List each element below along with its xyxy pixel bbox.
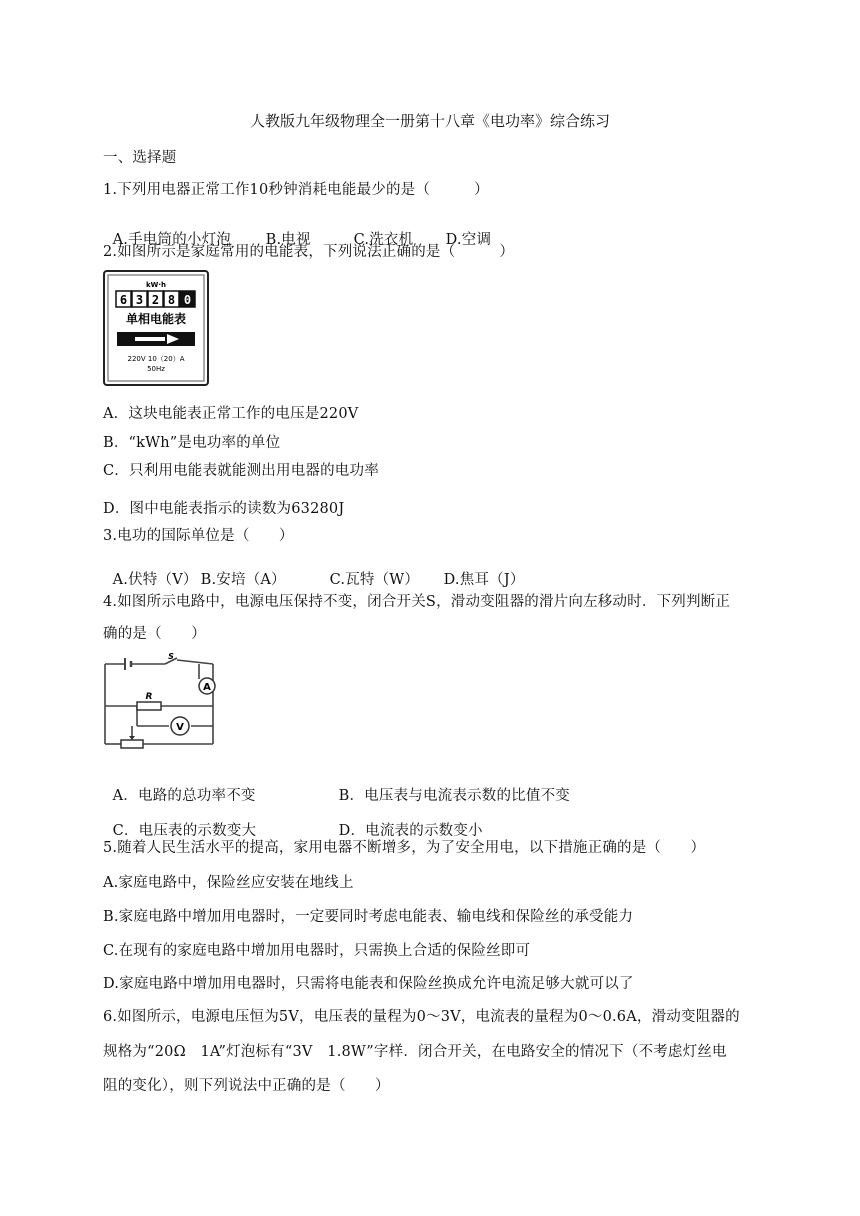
- question-2-option-d: D．图中电能表指示的读数为63280J: [103, 501, 345, 517]
- meter-unit-label: kW·h: [145, 281, 167, 289]
- question-2-option-c: C．只利用电能表就能测出用电器的电功率: [103, 463, 379, 479]
- circuit-figure-q4: [101, 652, 221, 752]
- option: A．电路的总功率不变: [112, 788, 256, 804]
- voltmeter-label: V: [176, 722, 184, 733]
- meter-digit: 6: [119, 293, 128, 307]
- question-3-options: [103, 552, 525, 589]
- electric-meter-image: [103, 270, 209, 386]
- question-2-option-b: B．“kWh”是电功率的单位: [103, 435, 281, 451]
- question-5-option-d: D.家庭电路中增加用电器时，只需将电能表和保险丝换成允许电流足够大就可以了: [103, 976, 634, 992]
- question-3-stem: 3.电功的国际单位是（ ）: [103, 528, 294, 544]
- rheostat: [121, 740, 143, 748]
- electric-meter-figure: [103, 270, 209, 386]
- question-4-stem-line2: 确的是（ ）: [103, 626, 206, 642]
- meter-spec-rating: 220V 10（20）A: [127, 355, 185, 363]
- meter-spec-frequency: 50Hz: [147, 365, 165, 373]
- question-5-option-a: A.家庭电路中，保险丝应安装在地线上: [103, 875, 354, 891]
- option: B.安培（A）: [200, 572, 286, 588]
- question-4-options-row2: [103, 803, 483, 840]
- page-title: 人教版九年级物理全一册第十八章《电功率》综合练习: [249, 112, 610, 130]
- option: B.电视: [265, 232, 311, 248]
- option: C.洗衣机: [353, 232, 414, 248]
- option: D.焦耳（J）: [443, 572, 525, 588]
- ammeter-label: A: [203, 682, 211, 693]
- option: A.伏特（V）: [112, 572, 198, 588]
- question-4-stem-line1: 4.如图所示电路中，电源电压保持不变，闭合开关S，滑动变阻器的滑片向左移动时．下列判断正: [103, 594, 731, 610]
- circuit-diagram: [101, 652, 221, 752]
- question-5-option-b: B.家庭电路中增加用电器时，一定要同时考虑电能表、输电线和保险丝的承受能力: [103, 909, 634, 925]
- resistor-label: R: [145, 692, 153, 702]
- option: C．电压表的示数变大: [112, 823, 257, 839]
- meter-name: 单相电能表: [125, 312, 187, 326]
- question-2-option-a: A．这块电能表正常工作的电压是220V: [103, 406, 359, 422]
- question-5-option-c: C.在现有的家庭电路中增加用电器时，只需换上合适的保险丝即可: [103, 943, 531, 959]
- question-4-options-row1: [103, 768, 570, 805]
- meter-digit: 8: [167, 293, 176, 307]
- question-1-stem: 1.下列用电器正常工作10秒钟消耗电能最少的是（ ）: [103, 182, 489, 198]
- option: C.瓦特（W）: [329, 572, 420, 588]
- meter-digit: 0: [183, 293, 192, 307]
- resistor-r: [137, 702, 161, 710]
- switch-label: S: [168, 652, 174, 661]
- section-heading: 一、选择题: [103, 150, 177, 166]
- option: D.空调: [445, 232, 492, 248]
- meter-digit: 2: [151, 293, 160, 307]
- meter-disk: [135, 337, 165, 341]
- option: B．电压表与电流表示数的比值不变: [338, 788, 570, 804]
- question-5-stem: 5.随着人民生活水平的提高，家用电器不断增多，为了安全用电，以下措施正确的是（ ）: [103, 840, 706, 856]
- question-6-line1: 6.如图所示，电源电压恒为5V，电压表的量程为0～3V，电流表的量程为0～0.6A，滑动变阻器的: [103, 1009, 740, 1025]
- option: A.手电筒的小灯泡: [112, 232, 232, 248]
- question-2-stem: 2.如图所示是家庭常用的电能表，下列说法正确的是（ ）: [103, 244, 515, 260]
- question-6-line3: 阻的变化），则下列说法中正确的是（ ）: [103, 1078, 390, 1094]
- question-6-line2: 规格为“20Ω 1A”灯泡标有“3V 1.8W”字样．闭合开关，在电路安全的情况下（不考虑灯丝电: [103, 1044, 727, 1060]
- meter-digit: 3: [135, 293, 144, 307]
- option: D．电流表的示数变小: [338, 823, 483, 839]
